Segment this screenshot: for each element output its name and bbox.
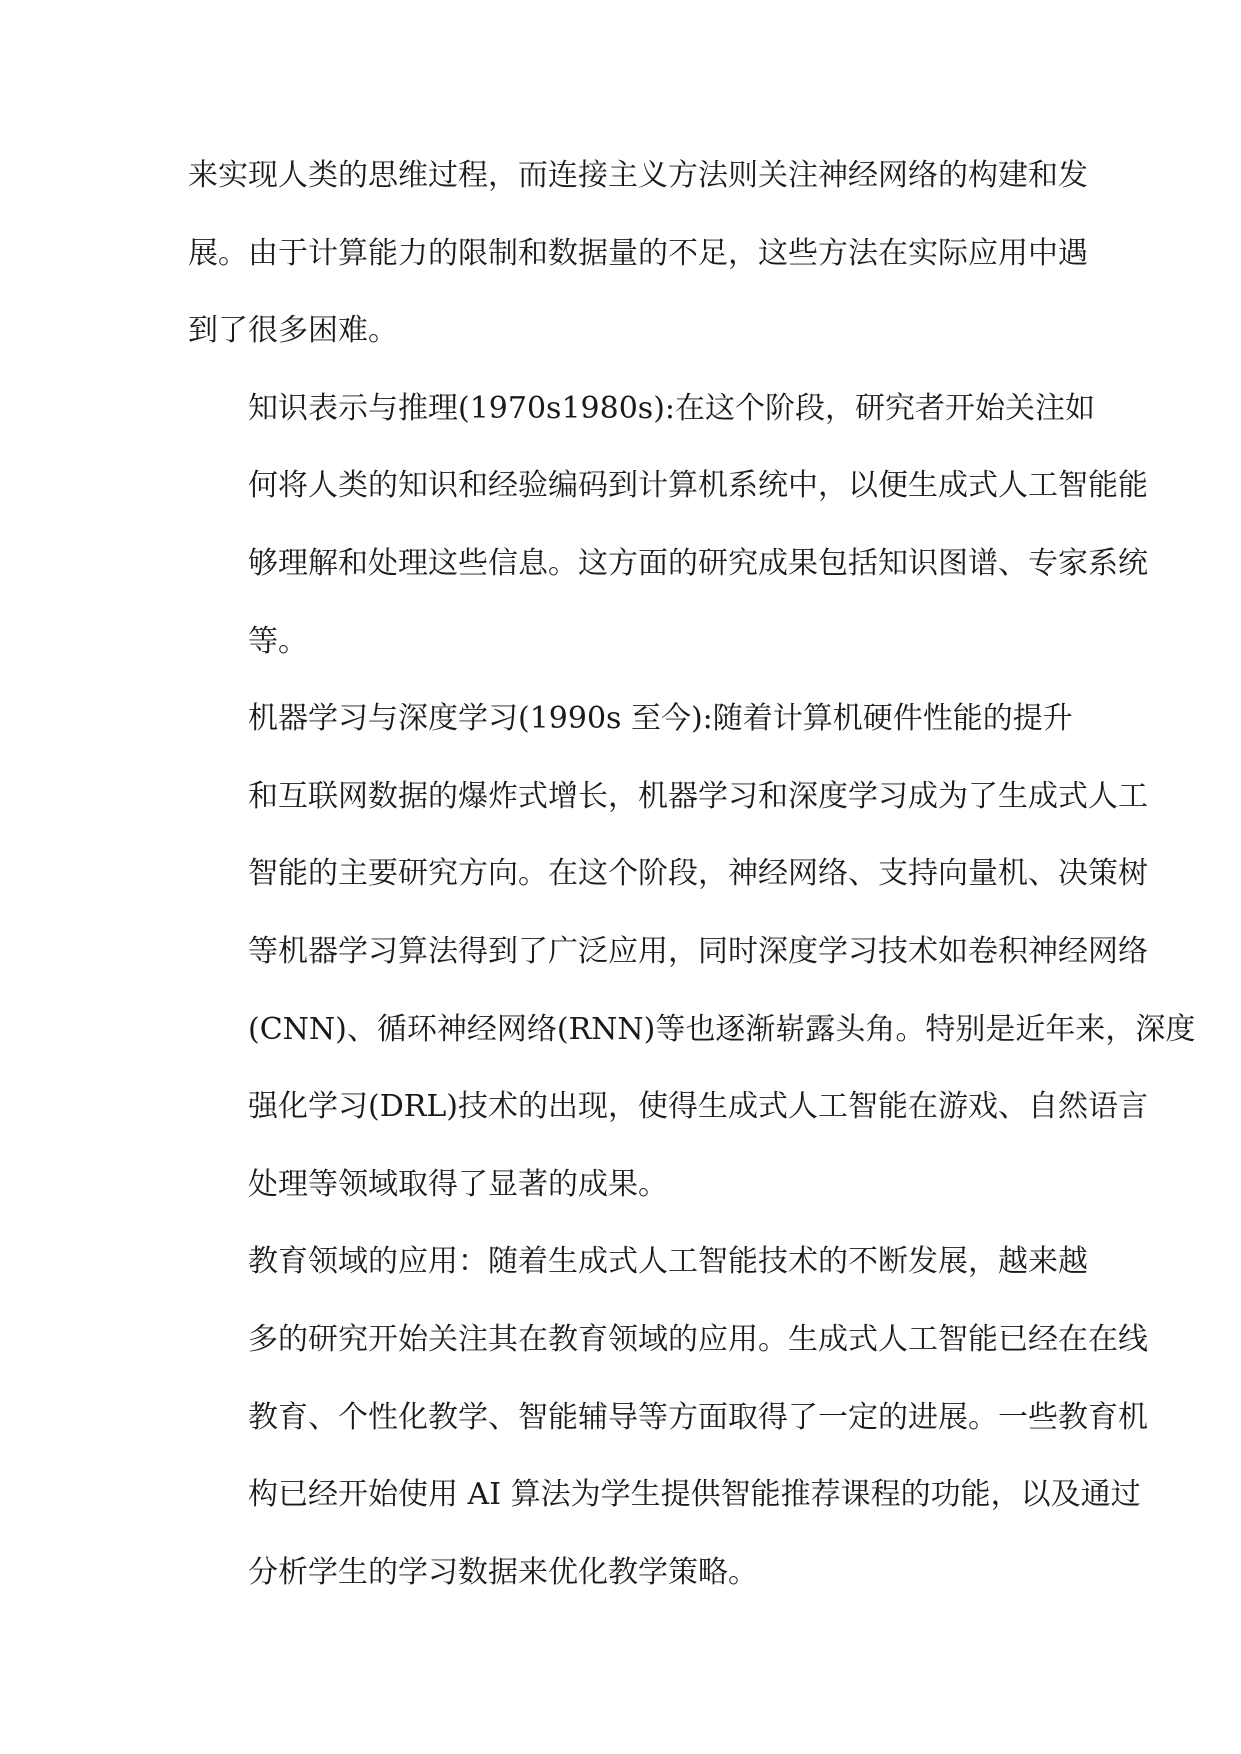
text-line: 教育、个性化教学、智能辅导等方面取得了一定的进展。一些教育机 bbox=[248, 1399, 1148, 1435]
body-text bbox=[188, 137, 1196, 1611]
text-line: 和互联网数据的爆炸式增长，机器学习和深度学习成为了生成式人工 bbox=[248, 778, 1148, 814]
text-line: 教育领域的应用：随着生成式人工智能技术的不断发展，越来越 bbox=[248, 1244, 1088, 1280]
paragraph-education bbox=[188, 1223, 1148, 1611]
paragraph-symbolic-continuation bbox=[188, 137, 1088, 370]
text-line: 到了很多困难。 bbox=[188, 313, 398, 349]
text-line: 处理等领域取得了显著的成果。 bbox=[248, 1166, 668, 1202]
text-line: 知识表示与推理(1970s1980s):在这个阶段，研究者开始关注如 bbox=[248, 390, 1096, 426]
text-line: 等机器学习算法得到了广泛应用，同时深度学习技术如卷积神经网络 bbox=[248, 933, 1148, 969]
paragraph-machine-learning bbox=[188, 680, 1196, 1223]
paragraph-knowledge-representation bbox=[188, 370, 1148, 680]
text-line: 来实现人类的思维过程，而连接主义方法则关注神经网络的构建和发 bbox=[188, 158, 1088, 193]
text-line: 智能的主要研究方向。在这个阶段，神经网络、支持向量机、决策树 bbox=[248, 856, 1148, 892]
text-line: 展。由于计算能力的限制和数据量的不足，这些方法在实际应用中遇 bbox=[188, 235, 1088, 271]
text-line: 分析学生的学习数据来优化教学策略。 bbox=[248, 1554, 758, 1590]
text-line: 等。 bbox=[248, 623, 308, 659]
text-line: 构已经开始使用 AI 算法为学生提供智能推荐课程的功能，以及通过 bbox=[248, 1477, 1141, 1513]
text-line: 何将人类的知识和经验编码到计算机系统中，以便生成式人工智能能 bbox=[248, 468, 1148, 504]
text-line: 多的研究开始关注其在教育领域的应用。生成式人工智能已经在在线 bbox=[248, 1321, 1148, 1357]
text-line: 够理解和处理这些信息。这方面的研究成果包括知识图谱、专家系统 bbox=[248, 545, 1148, 581]
text-line: (CNN)、循环神经网络(RNN)等也逐渐崭露头角。特别是近年来，深度 bbox=[248, 1011, 1196, 1047]
text-line: 强化学习(DRL)技术的出现，使得生成式人工智能在游戏、自然语言 bbox=[248, 1089, 1148, 1125]
text-line: 机器学习与深度学习(1990s 至今):随着计算机硬件性能的提升 bbox=[248, 701, 1073, 737]
